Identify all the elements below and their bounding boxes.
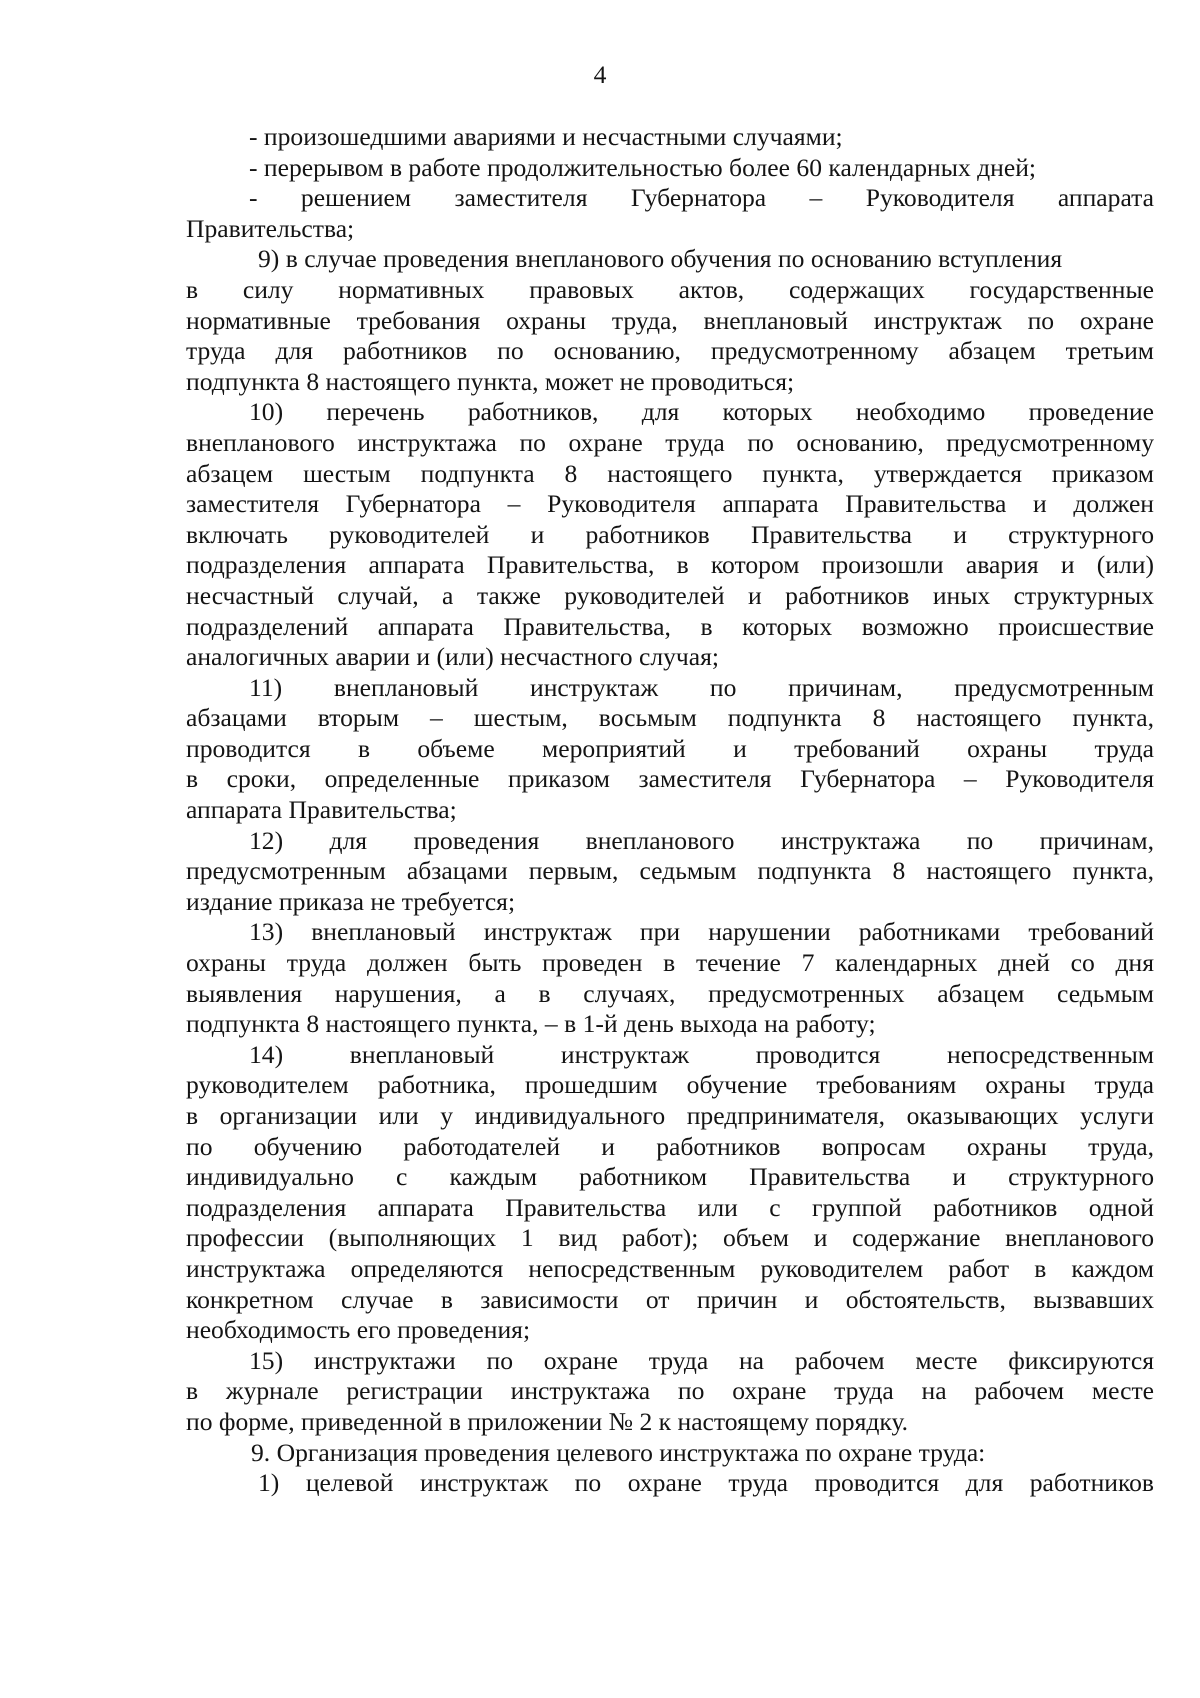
text-line: абзацем шестым подпункта 8 настоящего пункта, утверждается приказом <box>186 458 1154 488</box>
text-line: в сроки, определенные приказом заместителя Губернатора – Руководителя <box>186 764 1154 794</box>
text-line: подразделения аппарата Правительства, в котором произошли авария и (или) <box>186 550 1154 580</box>
text-line: инструктажа определяются непосредственным руководителем работ в каждом <box>186 1253 1154 1283</box>
text-line: в силу нормативных правовых актов, содержащих государственные <box>186 274 1154 304</box>
text-line: несчастный случай, а также руководителей и работников иных структурных <box>186 580 1154 610</box>
text-line: аппарата Правительства; <box>186 795 457 825</box>
text-line: Правительства; <box>186 213 355 243</box>
text-line: издание приказа не требуется; <box>186 886 516 916</box>
text-line: внепланового инструктажа по охране труда по основанию, предусмотренному <box>186 427 1154 457</box>
text-line: 11) внеплановый инструктаж по причинам, предусмотренным <box>249 672 1154 702</box>
text-line: 9. Организация проведения целевого инструктажа по охране труда: <box>251 1437 986 1467</box>
text-line: в журнале регистрации инструктажа по охране труда на рабочем месте <box>186 1376 1154 1406</box>
text-line: - решением заместителя Губернатора – Руководителя аппарата <box>249 183 1154 213</box>
text-line: проводится в объеме мероприятий и требований охраны труда <box>186 733 1154 763</box>
text-line: индивидуально с каждым работником Правительства и структурного <box>186 1162 1154 1192</box>
text-line: 14) внеплановый инструктаж проводится непосредственным <box>249 1039 1154 1069</box>
text-line: - произошедшими авариями и несчастными случаями; <box>249 122 843 151</box>
text-line: конкретном случае в зависимости от причин и обстоятельств, вызвавших <box>186 1284 1154 1314</box>
text-line: подпункта 8 настоящего пункта, – в 1-й день выхода на работу; <box>186 1009 876 1039</box>
text-line: нормативные требования охраны труда, внеплановый инструктаж по охране <box>186 305 1154 335</box>
text-line: необходимость его проведения; <box>186 1315 531 1345</box>
text-line: 13) внеплановый инструктаж при нарушении работниками требований <box>249 917 1154 947</box>
text-line: в организации или у индивидуального предпринимателя, оказывающих услуги <box>186 1101 1154 1130</box>
body-text <box>186 122 1154 1499</box>
page-number: 4 <box>593 60 607 89</box>
text-line: по форме, приведенной в приложении № 2 к настоящему порядку. <box>186 1406 909 1436</box>
text-line: 15) инструктажи по охране труда на рабочем месте фиксируются <box>249 1345 1154 1375</box>
text-line: предусмотренным абзацами первым, седьмым подпункта 8 настоящего пункта, <box>186 856 1154 886</box>
text-line: по обучению работодателей и работников вопросам охраны труда, <box>186 1131 1154 1161</box>
text-line: руководителем работника, прошедшим обучение требованиям охраны труда <box>186 1070 1154 1100</box>
text-line: 1) целевой инструктаж по охране труда проводится для работников <box>258 1468 1154 1498</box>
text-line: труда для работников по основанию, предусмотренному абзацем третьим <box>186 336 1154 366</box>
text-line: аналогичных аварии и (или) несчастного случая; <box>186 642 720 672</box>
text-line: охраны труда должен быть проведен в течение 7 календарных дней со дня <box>186 948 1154 978</box>
text-line: абзацами вторым – шестым, восьмым подпункта 8 настоящего пункта, <box>186 703 1154 733</box>
text-line: включать руководителей и работников Правительства и структурного <box>186 519 1154 549</box>
text-line: подразделений аппарата Правительства, в которых возможно происшествие <box>186 611 1154 641</box>
text-line: 9) в случае проведения внепланового обучения по основанию вступления <box>258 244 1063 274</box>
text-line: выявления нарушения, а в случаях, предусмотренных абзацем седьмым <box>186 978 1154 1008</box>
text-line: заместителя Губернатора – Руководителя аппарата Правительства и должен <box>186 489 1154 519</box>
text-line: подразделения аппарата Правительства или с группой работников одной <box>186 1192 1154 1222</box>
text-line: 10) перечень работников, для которых необходимо проведение <box>249 397 1154 427</box>
text-line: 12) для проведения внепланового инструктажа по причинам, <box>249 825 1154 855</box>
text-line: - перерывом в работе продолжительностью более 60 календарных дней; <box>249 152 1037 182</box>
text-line: подпункта 8 настоящего пункта, может не проводиться; <box>186 366 795 396</box>
text-line: профессии (выполняющих 1 вид работ); объем и содержание внепланового <box>186 1223 1154 1253</box>
